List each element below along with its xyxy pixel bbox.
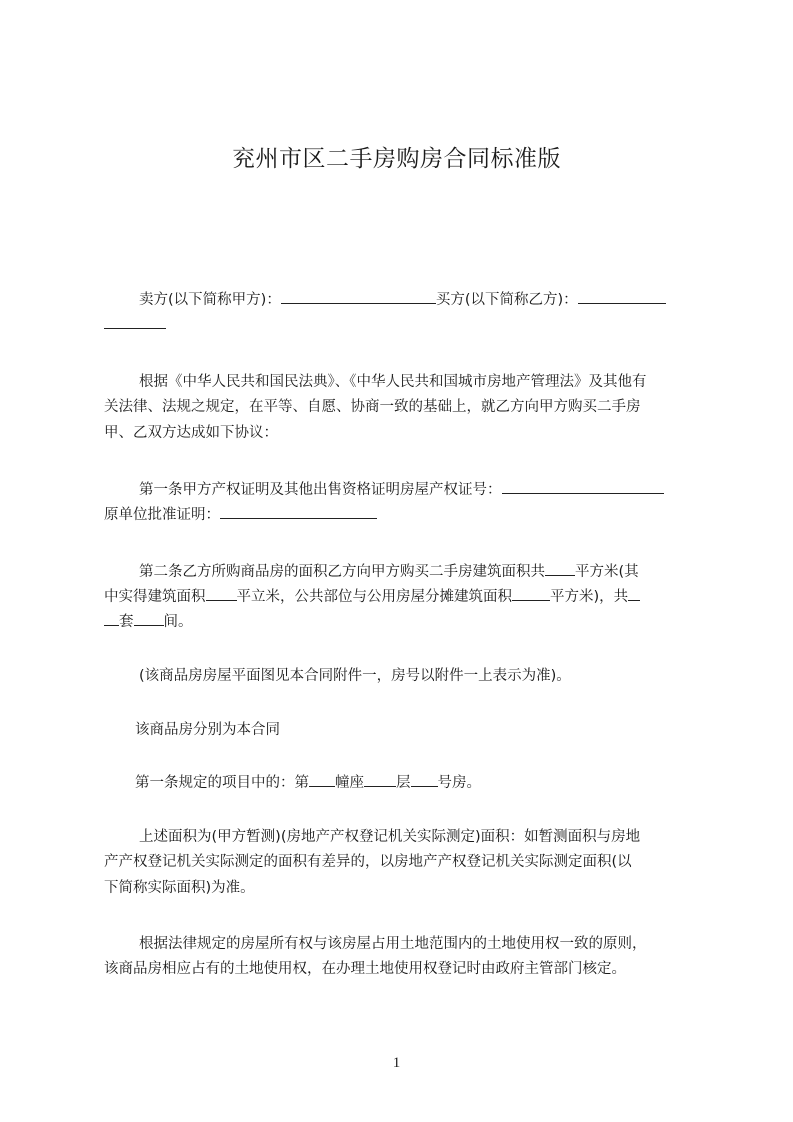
buyer-blank-cont[interactable] <box>104 315 166 329</box>
item-text-c: 层 <box>396 775 411 791</box>
preamble-line-1: 根据《中华人民共和国民法典》、《中华人民共和国城市房地产管理法》及其他有 <box>139 374 647 390</box>
floorplan-note: (该商品房房屋平面图见本合同附件一，房号以附件一上表示为准)。 <box>139 668 571 684</box>
land-line-2: 该商品房相应占有的土地使用权，在办理土地使用权登记时由政府主管部门核定。 <box>104 961 626 977</box>
item-text-b: 幢座 <box>335 775 364 791</box>
article2-line-2 <box>104 585 704 610</box>
article1-line-1 <box>104 478 739 503</box>
area-line-2: 产产权登记机关实际测定的面积有差异的，以房地产产权登记机关实际测定面积(以 <box>104 854 632 870</box>
article2-text-a: 第二条乙方所购商品房的面积乙方向甲方购买二手房建筑面积共 <box>139 564 545 580</box>
property-cert-blank[interactable] <box>502 480 664 494</box>
article2-line-1 <box>104 560 739 585</box>
preamble-line-3: 甲、乙双方达成如下协议： <box>104 425 278 441</box>
preamble-line-2: 关法律、法规之规定，在平等、自愿、协商一致的基础上，就乙方向甲方购买二手房 <box>104 399 641 415</box>
article1-line-2 <box>104 503 704 528</box>
split-line: 该商品房分别为本合同 <box>135 722 280 738</box>
shared-area-blank[interactable] <box>512 587 550 601</box>
total-area-blank[interactable] <box>545 562 575 576</box>
seller-label: 卖方(以下简称甲方)： <box>139 292 281 308</box>
buyer-label: 买方(以下简称乙方)： <box>435 292 578 308</box>
approval-blank[interactable] <box>220 505 377 519</box>
approval-label: 原单位批准证明： <box>104 507 220 523</box>
item-text-a: 第一条规定的项目中的：第 <box>135 775 309 791</box>
units-blank-cont[interactable] <box>104 612 119 626</box>
area-line-3: 下简称实际面积)为准。 <box>104 880 255 896</box>
land-line-1: 根据法律规定的房屋所有权与该房屋占用土地范围内的土地使用权一致的原则， <box>139 936 647 952</box>
item-line <box>104 771 735 796</box>
room-number-blank[interactable] <box>411 773 438 787</box>
floor-blank[interactable] <box>364 773 396 787</box>
parties-line <box>104 288 739 313</box>
buyer-blank[interactable] <box>578 290 666 304</box>
rooms-blank[interactable] <box>134 612 164 626</box>
article2-text-f: 套 <box>119 614 134 630</box>
article2-text-c: 中实得建筑面积 <box>104 589 206 605</box>
document-title: 兖州市区二手房购房合同标准版 <box>232 146 561 172</box>
net-area-blank[interactable] <box>206 587 237 601</box>
seller-blank[interactable] <box>281 290 436 304</box>
article2-text-e: 平方米)，共 <box>550 589 629 605</box>
parties-line-2 <box>104 313 704 338</box>
article2-text-b: 平方米(其 <box>575 564 639 580</box>
units-blank[interactable] <box>628 587 640 601</box>
building-blank[interactable] <box>309 773 335 787</box>
article2-line-3 <box>104 610 704 635</box>
item-text-d: 号房。 <box>437 775 481 791</box>
area-line-1: 上述面积为(甲方暂测)(房地产产权登记机关实际测定)面积：如暂测面积与房地 <box>139 829 641 845</box>
page-number: 1 <box>392 1055 401 1071</box>
article2-text-d: 平立米，公共部位与公用房屋分摊建筑面积 <box>236 589 512 605</box>
article1-label: 第一条甲方产权证明及其他出售资格证明房屋产权证号： <box>139 482 502 498</box>
article2-text-g: 间。 <box>163 614 193 630</box>
